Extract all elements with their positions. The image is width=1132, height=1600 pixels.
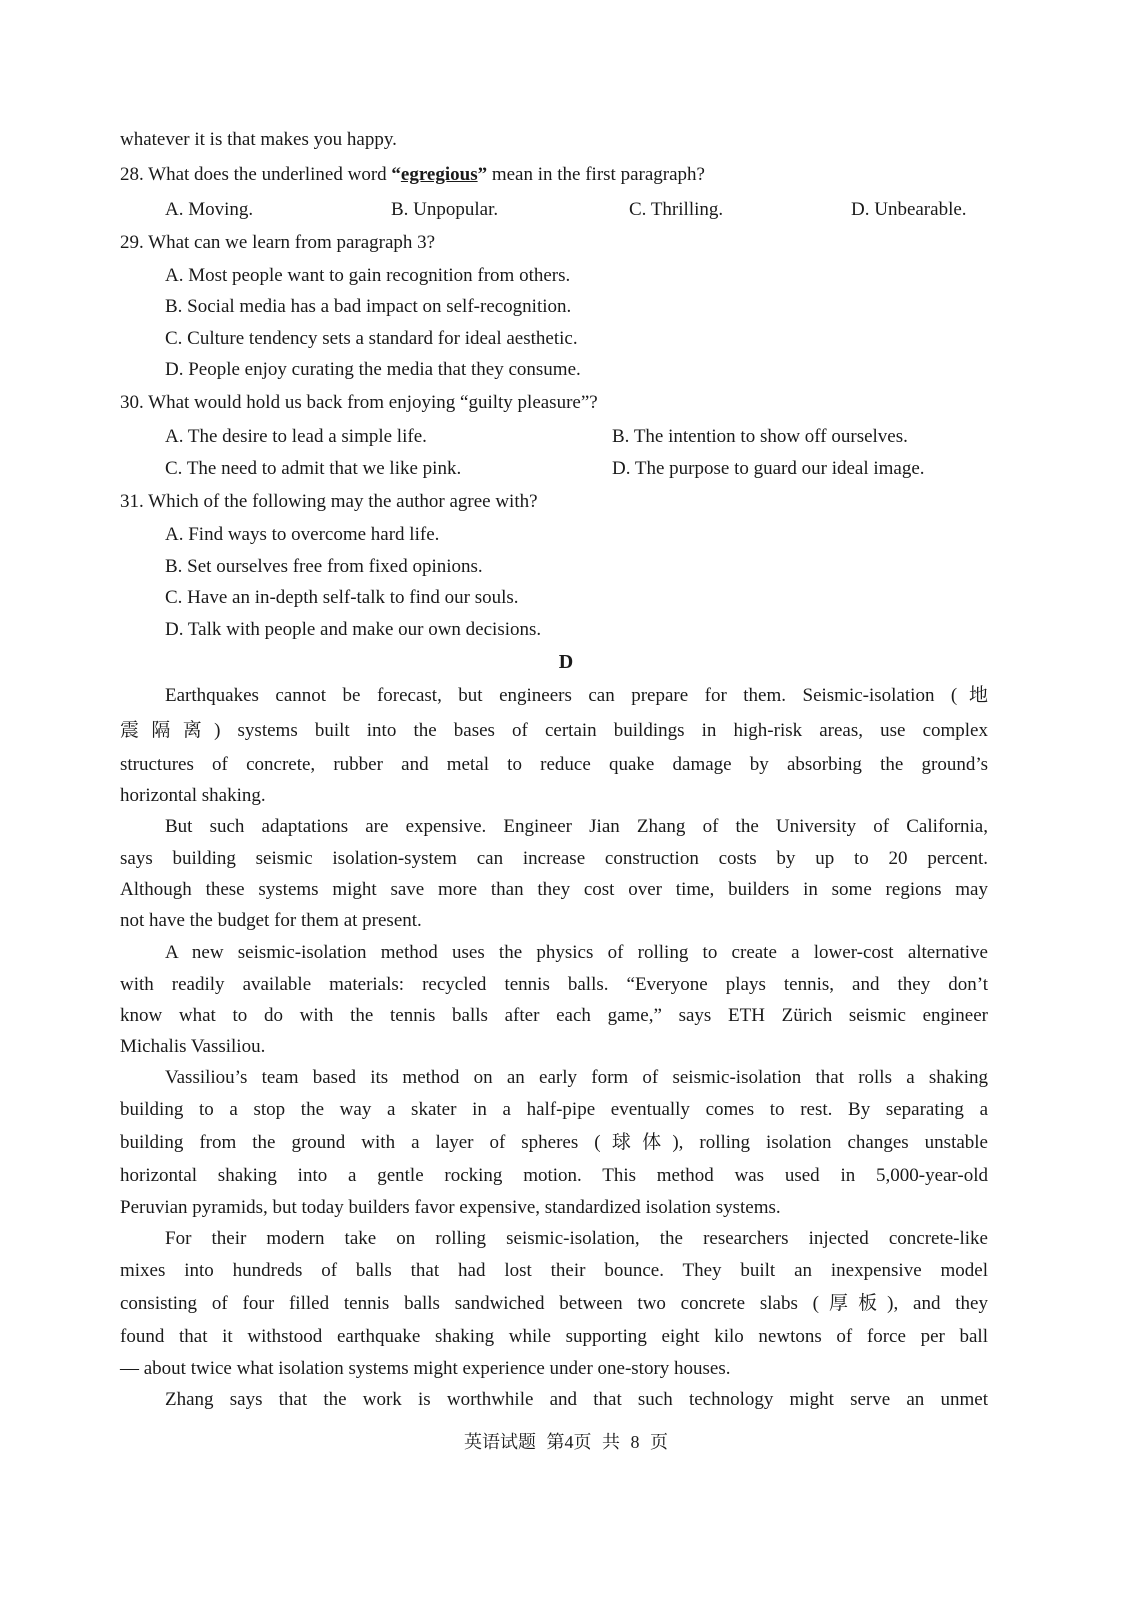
open-quote: “: [391, 164, 401, 185]
question-28-suffix: mean in the first paragraph?: [487, 164, 705, 185]
passage-line: But such adaptations are expensive. Engineer Jian Zhang of the University of California,: [165, 816, 988, 837]
option-30-d: D. The purpose to guard our ideal image.: [612, 458, 925, 479]
passage-line: Zhang says that the work is worthwhile and that such technology might serve an unmet: [165, 1389, 988, 1410]
passage-line: consisting of four filled tennis balls sandwiched between two concrete slabs (厚板), and they: [120, 1293, 988, 1314]
option-31-c: C. Have an in-depth self-talk to find our souls.: [165, 587, 519, 608]
passage-line: — about twice what isolation systems might experience under one-story houses.: [120, 1358, 731, 1379]
option-31-d: D. Talk with people and make our own decisions.: [165, 619, 542, 640]
passage-line: know what to do with the tennis balls after each game,” says ETH Zürich seismic engineer: [120, 1005, 988, 1026]
passage-line: horizontal shaking into a gentle rocking motion. This method was used in 5,000-year-old: [120, 1165, 988, 1186]
passage-line: Earthquakes cannot be forecast, but engineers can prepare for them. Seismic-isolation (地: [165, 685, 988, 706]
passage-line: says building seismic isolation-system can increase construction costs by up to 20 percent.: [120, 848, 988, 869]
question-28: [120, 165, 705, 184]
option-28-d: D. Unbearable.: [851, 199, 967, 220]
option-31-a: A. Find ways to overcome hard life.: [165, 524, 440, 545]
passage-line: Vassiliou’s team based its method on an early form of seismic-isolation that rolls a shaking: [165, 1067, 988, 1088]
passage-line: For their modern take on rolling seismic-isolation, the researchers injected concrete-like: [165, 1228, 988, 1249]
option-29-a: A. Most people want to gain recognition from others.: [165, 265, 571, 286]
option-28-c: C. Thrilling.: [629, 199, 724, 220]
passage-line: A new seismic-isolation method uses the physics of rolling to create a lower-cost alternative: [165, 942, 988, 963]
underlined-word: egregious: [400, 164, 478, 185]
passage-line: building from the ground with a layer of spheres (球体), rolling isolation changes unstable: [120, 1132, 988, 1153]
passage-line: Although these systems might save more than they cost over time, builders in some regions may: [120, 879, 988, 900]
passage-line: Michalis Vassiliou.: [120, 1036, 266, 1057]
option-29-b: B. Social media has a bad impact on self-recognition.: [165, 296, 572, 317]
page-footer: 英语试题 第4页 共 8 页: [464, 1432, 668, 1452]
passage-line: mixes into hundreds of balls that had lost their bounce. They built an inexpensive model: [120, 1260, 988, 1281]
option-29-d: D. People enjoy curating the media that they consume.: [165, 359, 581, 380]
passage-line: structures of concrete, rubber and metal to reduce quake damage by absorbing the ground’s: [120, 754, 988, 775]
close-quote: ”: [477, 164, 488, 185]
option-31-b: B. Set ourselves free from fixed opinions.: [165, 556, 483, 577]
question-31: 31. Which of the following may the author agree with?: [120, 491, 538, 512]
question-30: 30. What would hold us back from enjoying “guilty pleasure”?: [120, 392, 598, 413]
option-30-c: C. The need to admit that we like pink.: [165, 458, 462, 479]
option-30-b: B. The intention to show off ourselves.: [612, 426, 908, 447]
question-29: 29. What can we learn from paragraph 3?: [120, 232, 436, 253]
intro-line: whatever it is that makes you happy.: [120, 129, 397, 150]
option-28-a: A. Moving.: [165, 199, 254, 220]
option-28-b: B. Unpopular.: [391, 199, 499, 220]
option-30-a: A. The desire to lead a simple life.: [165, 426, 427, 447]
passage-line: building to a stop the way a skater in a half-pipe eventually comes to rest. By separating a: [120, 1099, 988, 1120]
passage-line: horizontal shaking.: [120, 785, 266, 806]
passage-line: not have the budget for them at present.: [120, 910, 422, 931]
section-heading: D: [558, 651, 574, 673]
option-29-c: C. Culture tendency sets a standard for ideal aesthetic.: [165, 328, 578, 349]
passage-line: found that it withstood earthquake shaking while supporting eight kilo newtons of force per ball: [120, 1326, 988, 1347]
passage-line: Peruvian pyramids, but today builders favor expensive, standardized isolation systems.: [120, 1197, 781, 1218]
passage-line: 震隔离) systems built into the bases of certain buildings in high-risk areas, use complex: [120, 720, 988, 741]
passage-line: with readily available materials: recycled tennis balls. “Everyone plays tennis, and they don’t: [120, 974, 988, 995]
question-28-prefix: 28. What does the underlined word: [120, 164, 392, 185]
